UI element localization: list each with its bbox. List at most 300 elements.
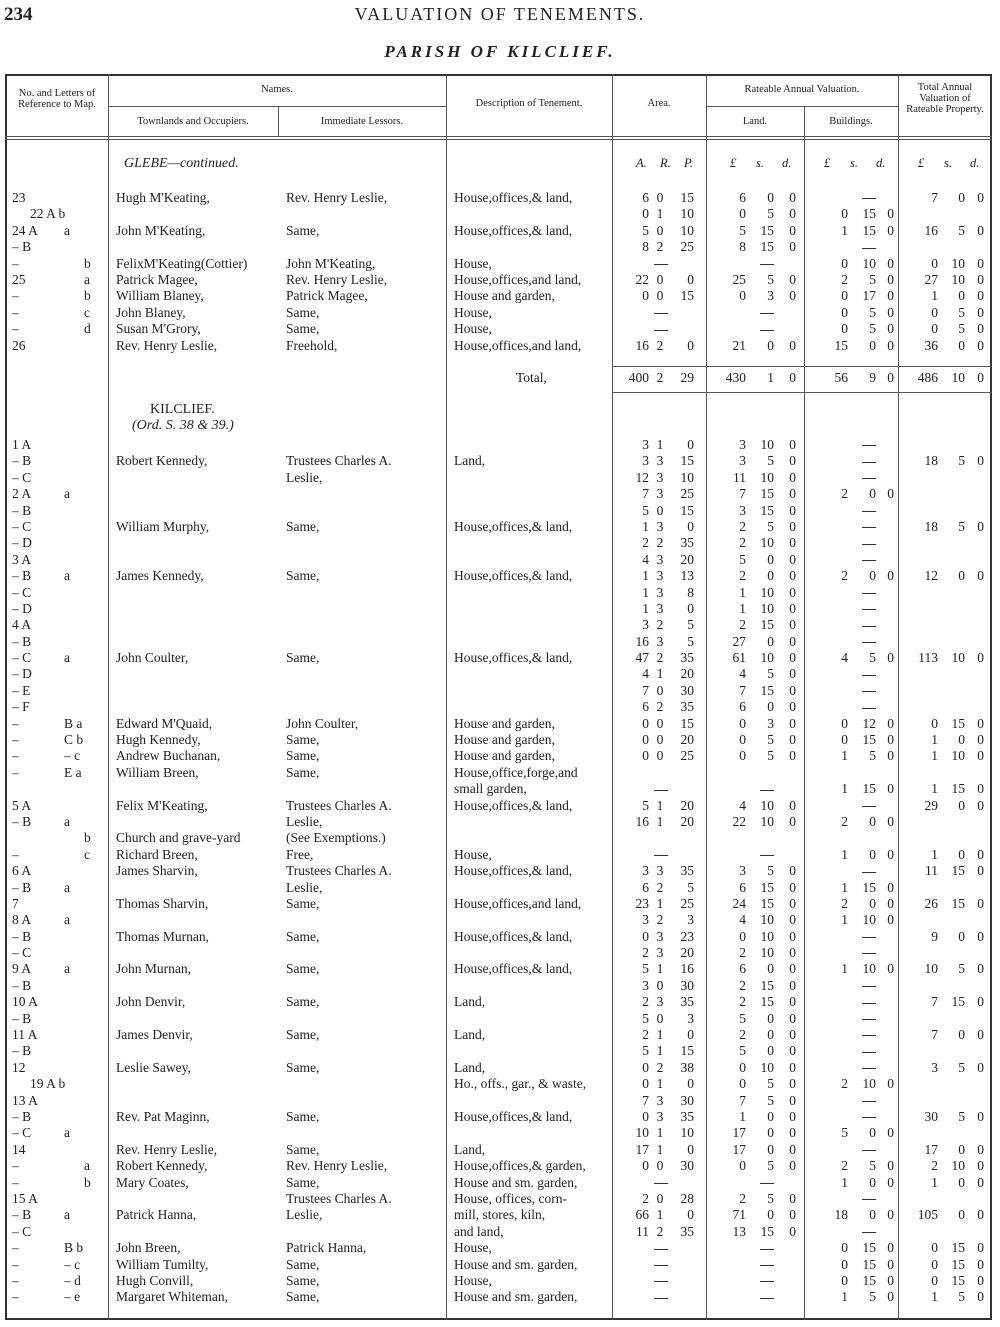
description-cell: House,offices,& land, — [454, 190, 573, 205]
area-acres: 3 — [642, 863, 649, 879]
tot-d: 0 — [977, 961, 984, 977]
land-s: 5 — [767, 748, 774, 764]
bld-dash — [854, 978, 876, 994]
land-d: 0 — [789, 206, 796, 222]
area-perches: 15 — [680, 453, 694, 469]
tot-pound: 0 — [931, 304, 938, 320]
area-acres: 8 — [642, 239, 649, 255]
section-kilclief-sub: (Ord. S. 38 & 39.) — [132, 418, 234, 433]
area-acres: 3 — [642, 912, 649, 928]
tot-s: 0 — [958, 1174, 965, 1190]
occupier-cell: Patrick Hanna, — [116, 1207, 197, 1223]
ref-cell: – — [12, 715, 19, 731]
area-roods: 3 — [656, 633, 664, 649]
area-roods: 2 — [656, 650, 664, 666]
table-row — [6, 1011, 991, 1027]
area-perches: 20 — [680, 666, 694, 682]
area-acres: 0 — [642, 206, 649, 222]
tot-s: 5 — [958, 1289, 965, 1305]
area-perches: 0 — [687, 437, 694, 452]
ref-cell: – B — [12, 239, 32, 255]
area-acres: 5 — [642, 1043, 649, 1059]
ref-cell: 1 A — [12, 437, 32, 452]
dash-mark — [654, 330, 668, 331]
tot-pound: 27 — [924, 272, 938, 287]
bld-d: 0 — [887, 1256, 894, 1272]
area-roods: 1 — [656, 1207, 664, 1223]
description-cell: House,offices,& land, — [454, 1108, 573, 1124]
bld-dash — [854, 437, 876, 453]
ref-cell: 5 A — [12, 797, 32, 813]
tot-s: 10 — [951, 255, 965, 271]
table-row — [6, 338, 991, 354]
bld-s: 0 — [869, 337, 876, 353]
lessor-cell: Patrick Magee, — [286, 288, 368, 304]
area-roods: 3 — [656, 469, 664, 485]
dash-mark — [654, 790, 668, 791]
area-acres: 4 — [642, 551, 649, 567]
bld-dash — [854, 1011, 876, 1027]
lessor-cell: Same, — [286, 1108, 320, 1124]
bld-dash — [854, 585, 876, 601]
area-acres: 7 — [642, 486, 649, 502]
area-perches: 5 — [687, 879, 694, 895]
table-row — [6, 912, 991, 928]
description-cell: Land, — [454, 453, 486, 469]
occupier-cell: Rev. Henry Leslie, — [116, 1141, 218, 1157]
occupier-cell: Thomas Sharvin, — [116, 895, 209, 911]
area-roods: 2 — [656, 617, 664, 633]
area-perches: 35 — [680, 650, 694, 666]
dash-mark — [862, 986, 876, 987]
area-roods: 0 — [656, 272, 664, 287]
ref-sub-cell: b — [84, 288, 91, 304]
land-pound: 4 — [739, 666, 746, 682]
land-pound: 6 — [739, 699, 746, 715]
description-cell: House, — [454, 255, 492, 271]
bld-s: 10 — [862, 255, 876, 271]
area-perches: 38 — [680, 1059, 694, 1075]
ref-cell: – B — [12, 453, 32, 469]
land-s: 10 — [760, 584, 774, 600]
bld-d: 0 — [887, 321, 894, 337]
area-roods: 0 — [656, 748, 664, 764]
table-row — [6, 288, 991, 304]
area-perches: 0 — [687, 337, 694, 353]
running-title: VALUATION OF TENEMENTS. — [354, 4, 646, 24]
area-acres: 16 — [635, 633, 649, 649]
description-cell: House and sm. garden, — [454, 1174, 578, 1190]
dash-mark — [760, 330, 774, 331]
bld-d: 0 — [887, 1125, 894, 1141]
occupier-cell: Robert Kennedy, — [116, 453, 208, 469]
land-s: 5 — [767, 206, 774, 222]
area-roods: 1 — [656, 1125, 664, 1141]
lessor-cell: Patrick Hanna, — [286, 1240, 367, 1256]
area-roods: 0 — [656, 222, 664, 238]
bld-pound: 18 — [834, 1207, 848, 1223]
tot-pound: 12 — [924, 568, 938, 584]
ref-sub-cell: a — [64, 568, 70, 584]
ref-cell: – — [12, 1256, 19, 1272]
occupier-cell: Robert Kennedy, — [116, 1158, 208, 1174]
tot-pound: 17 — [924, 1141, 938, 1157]
table-row — [6, 519, 991, 535]
tot-pound: 18 — [924, 518, 938, 534]
lessor-cell: Same, — [286, 764, 320, 780]
table-row — [6, 256, 991, 272]
ref-cell: – — [12, 255, 19, 271]
land-pound: 0 — [739, 1059, 746, 1075]
ref-sub-cell: E a — [64, 764, 82, 780]
tot-pound: 1 — [931, 1289, 938, 1305]
bld-pound: 0 — [841, 288, 848, 304]
tot-s: 0 — [958, 797, 965, 813]
table-row — [6, 1175, 991, 1191]
bld-d: 0 — [887, 337, 894, 353]
dash-mark — [862, 198, 876, 199]
bld-s: 17 — [862, 288, 876, 304]
tot-s: 5 — [958, 453, 965, 469]
bld-pound: 2 — [841, 272, 848, 287]
table-row — [6, 830, 991, 846]
bld-pound: 0 — [841, 1256, 848, 1272]
area-roods: 2 — [656, 1223, 664, 1239]
description-cell: House,offices,& land, — [454, 797, 573, 813]
land-s: 3 — [767, 715, 774, 731]
tot-pound: 0 — [931, 1272, 938, 1288]
tot-s: 0 — [958, 1027, 965, 1043]
land-s: 5 — [767, 453, 774, 469]
bld-s: 5 — [869, 1158, 876, 1174]
ref-cell: 13 A — [12, 1092, 38, 1108]
tot-s: 15 — [951, 863, 965, 879]
bld-dash — [854, 1109, 876, 1125]
lessor-cell: Same, — [286, 321, 320, 337]
bld-dash — [854, 929, 876, 945]
dash-mark — [862, 872, 876, 873]
bld-pound: 0 — [841, 304, 848, 320]
tot-pound: 7 — [931, 190, 938, 205]
table-row — [6, 716, 991, 732]
occupier-cell: John Denvir, — [116, 994, 186, 1010]
area-perches: 3 — [687, 912, 694, 928]
header-rateable: Rateable Annual Valuation. — [744, 84, 860, 95]
land-s: 5 — [767, 666, 774, 682]
land-dash — [752, 1257, 774, 1273]
dash-mark — [862, 953, 876, 954]
land-pound: 5 — [739, 1010, 746, 1026]
bld-d: 0 — [887, 1174, 894, 1190]
area-acres: 1 — [642, 568, 649, 584]
area-roods: 0 — [656, 190, 664, 205]
occupier-cell: John Blaney, — [116, 304, 186, 320]
land-d: 0 — [789, 1108, 796, 1124]
description-cell: and land, — [454, 1223, 504, 1239]
area-acres: 16 — [635, 813, 649, 829]
total-tot-d: 0 — [977, 370, 984, 385]
land-pound: 1 — [739, 600, 746, 616]
land-pound: 5 — [739, 222, 746, 238]
ref-cell: – — [12, 846, 19, 862]
area-perches: 30 — [680, 1158, 694, 1174]
table-row — [6, 863, 991, 879]
occupier-cell: John Murnan, — [116, 961, 191, 977]
header-rule — [5, 139, 992, 140]
ref-sub-cell: b — [84, 1174, 91, 1190]
land-pound: 7 — [739, 486, 746, 502]
area-roods: 3 — [656, 600, 664, 616]
tot-d: 0 — [977, 748, 984, 764]
dash-mark — [862, 478, 876, 479]
land-d: 0 — [789, 682, 796, 698]
bld-pound: 0 — [841, 732, 848, 748]
land-d: 0 — [789, 633, 796, 649]
area-perches: 30 — [680, 977, 694, 993]
bld-d: 0 — [887, 272, 894, 287]
land-pound: 27 — [732, 633, 746, 649]
area-acres: 3 — [642, 617, 649, 633]
dash-mark — [862, 462, 876, 463]
area-dash — [654, 1289, 666, 1305]
bld-pound: 0 — [841, 1240, 848, 1256]
bld-dash — [854, 945, 876, 961]
tot-d: 0 — [977, 781, 984, 797]
bld-dash — [854, 470, 876, 486]
tot-s: 5 — [958, 304, 965, 320]
bld-d: 0 — [887, 486, 894, 502]
tot-d: 0 — [977, 518, 984, 534]
ref-cell: – C — [12, 1125, 32, 1141]
land-s: 0 — [767, 1207, 774, 1223]
unit-pence: d. — [782, 156, 792, 170]
tot-d: 0 — [977, 1174, 984, 1190]
table-row — [6, 601, 991, 617]
table-row — [6, 634, 991, 650]
land-d: 0 — [789, 337, 796, 353]
area-acres: 11 — [636, 1223, 649, 1239]
land-d: 0 — [789, 699, 796, 715]
area-roods: 1 — [656, 666, 664, 682]
unit-roods: R. — [660, 156, 671, 170]
total-land-pound: 430 — [725, 370, 746, 385]
dash-mark — [862, 626, 876, 627]
bld-dash — [854, 503, 876, 519]
description-cell: House and garden, — [454, 748, 555, 764]
table-row — [6, 961, 991, 977]
tot-pound: 36 — [924, 337, 938, 353]
tot-s: 0 — [958, 337, 965, 353]
description-cell: Land, — [454, 1059, 486, 1075]
lessor-cell: Same, — [286, 1059, 320, 1075]
ref-cell: – F — [12, 699, 30, 715]
ref-cell: 3 A — [12, 551, 32, 567]
lessor-cell: Trustees Charles A. — [286, 797, 392, 813]
dash-mark — [862, 560, 876, 561]
bld-d: 0 — [887, 781, 894, 797]
land-s: 15 — [760, 502, 774, 518]
dash-mark — [760, 1249, 774, 1250]
header-total: Total Annual Valuation of Rateable Property. — [906, 82, 984, 115]
area-dash — [654, 1240, 666, 1256]
tot-d: 0 — [977, 863, 984, 879]
bld-d: 0 — [887, 879, 894, 895]
occupier-cell: FelixM'Keating(Cottier) — [116, 255, 248, 271]
description-cell: House,offices,and land, — [454, 337, 582, 353]
bld-dash — [854, 1027, 876, 1043]
occupier-cell: William Tumilty, — [116, 1256, 209, 1272]
tot-s: 0 — [958, 1141, 965, 1157]
dash-mark — [760, 790, 774, 791]
land-s: 0 — [767, 961, 774, 977]
land-pound: 3 — [739, 453, 746, 469]
dash-mark — [862, 445, 876, 446]
area-acres: 6 — [642, 699, 649, 715]
table-row — [6, 1273, 991, 1289]
bld-pound: 2 — [841, 1076, 848, 1092]
bld-d: 0 — [887, 288, 894, 304]
table-row — [6, 1076, 991, 1092]
land-s: 5 — [767, 1158, 774, 1174]
area-acres: 0 — [642, 1108, 649, 1124]
dash-mark — [862, 544, 876, 545]
area-perches: 0 — [687, 1207, 694, 1223]
tot-pound: 30 — [924, 1108, 938, 1124]
lessor-cell: Same, — [286, 748, 320, 764]
area-roods: 3 — [656, 518, 664, 534]
area-roods: 2 — [656, 699, 664, 715]
land-s: 0 — [767, 1043, 774, 1059]
bld-s: 15 — [862, 222, 876, 238]
tot-pound: 29 — [924, 797, 938, 813]
unit-shilling: s. — [756, 156, 764, 170]
table-row — [6, 1191, 991, 1207]
tot-s: 0 — [958, 568, 965, 584]
ref-sub-cell: a — [64, 222, 70, 238]
tot-d: 0 — [977, 321, 984, 337]
area-perches: 25 — [680, 239, 694, 255]
tot-d: 0 — [977, 222, 984, 238]
land-s: 10 — [760, 945, 774, 961]
land-s: 10 — [760, 928, 774, 944]
bld-dash — [854, 1142, 876, 1158]
bld-d: 0 — [887, 961, 894, 977]
area-roods: 3 — [656, 584, 664, 600]
area-perches: 28 — [680, 1190, 694, 1206]
tot-pound: 0 — [931, 321, 938, 337]
ref-sub-cell: d — [84, 321, 91, 337]
area-roods: 0 — [656, 502, 664, 518]
tot-s: 5 — [958, 222, 965, 238]
area-perches: 5 — [687, 633, 694, 649]
unit-acres: A. — [636, 156, 647, 170]
lessor-cell: Same, — [286, 650, 320, 666]
land-s: 0 — [767, 551, 774, 567]
tot-d: 0 — [977, 568, 984, 584]
land-s: 10 — [760, 912, 774, 928]
land-s: 15 — [760, 994, 774, 1010]
land-d: 0 — [789, 272, 796, 287]
land-pound: 8 — [739, 239, 746, 255]
occupier-cell: James Denvir, — [116, 1027, 193, 1043]
ref-sub-cell: – d — [64, 1272, 81, 1288]
dash-mark — [862, 511, 876, 512]
land-pound: 17 — [732, 1125, 746, 1141]
land-dash — [752, 256, 774, 272]
lessor-cell: John Coulter, — [286, 715, 359, 731]
bld-pound: 2 — [841, 1158, 848, 1174]
land-s: 10 — [760, 1059, 774, 1075]
dash-mark — [862, 642, 876, 643]
land-pound: 7 — [739, 1092, 746, 1108]
ref-cell: – E — [12, 682, 31, 698]
ref-cell: – — [12, 1158, 19, 1174]
occupier-cell: Richard Breen, — [116, 846, 198, 862]
land-d: 0 — [789, 1076, 796, 1092]
ref-cell: – B — [12, 1043, 32, 1059]
bld-s: 15 — [862, 879, 876, 895]
land-pound: 2 — [739, 518, 746, 534]
lessor-cell: Trustees Charles A. — [286, 863, 392, 879]
dash-mark — [862, 1035, 876, 1036]
table-row — [6, 190, 991, 206]
area-perches: 15 — [680, 190, 694, 205]
bld-dash — [854, 1224, 876, 1240]
tot-s: 15 — [951, 715, 965, 731]
table-row — [6, 683, 991, 699]
area-roods: 2 — [656, 1059, 664, 1075]
dash-mark — [862, 248, 876, 249]
area-acres: 1 — [642, 518, 649, 534]
area-acres: 12 — [635, 469, 649, 485]
dash-mark — [862, 937, 876, 938]
area-roods: 1 — [656, 797, 664, 813]
lessor-cell: Same, — [286, 304, 320, 320]
area-roods: 0 — [656, 288, 664, 304]
bld-d: 0 — [887, 1207, 894, 1223]
land-pound: 0 — [739, 732, 746, 748]
area-perches: 13 — [680, 568, 694, 584]
bld-d: 0 — [887, 650, 894, 666]
unit-shilling: s. — [850, 156, 858, 170]
tot-s: 0 — [958, 846, 965, 862]
tot-d: 0 — [977, 190, 984, 205]
area-perches: 23 — [680, 928, 694, 944]
bld-dash — [854, 519, 876, 535]
ref-cell: 14 — [12, 1141, 26, 1157]
tot-pound: 18 — [924, 453, 938, 469]
description-cell: House,offices,& land, — [454, 222, 573, 238]
description-cell: House,offices,& land, — [454, 928, 573, 944]
land-pound: 11 — [733, 469, 746, 485]
ref-sub-cell: 19 A b — [30, 1076, 66, 1092]
table-row — [6, 732, 991, 748]
area-acres: 10 — [635, 1125, 649, 1141]
tot-d: 0 — [977, 1256, 984, 1272]
bld-s: 0 — [869, 1207, 876, 1223]
area-roods: 3 — [656, 551, 664, 567]
tot-d: 0 — [977, 288, 984, 304]
land-s: 5 — [767, 1076, 774, 1092]
land-pound: 2 — [739, 617, 746, 633]
land-pound: 2 — [739, 535, 746, 551]
occupier-cell: John M'Keating, — [116, 222, 206, 238]
land-d: 0 — [789, 518, 796, 534]
bld-dash — [854, 863, 876, 879]
land-s: 15 — [760, 486, 774, 502]
area-perches: 35 — [680, 535, 694, 551]
land-s: 10 — [760, 535, 774, 551]
